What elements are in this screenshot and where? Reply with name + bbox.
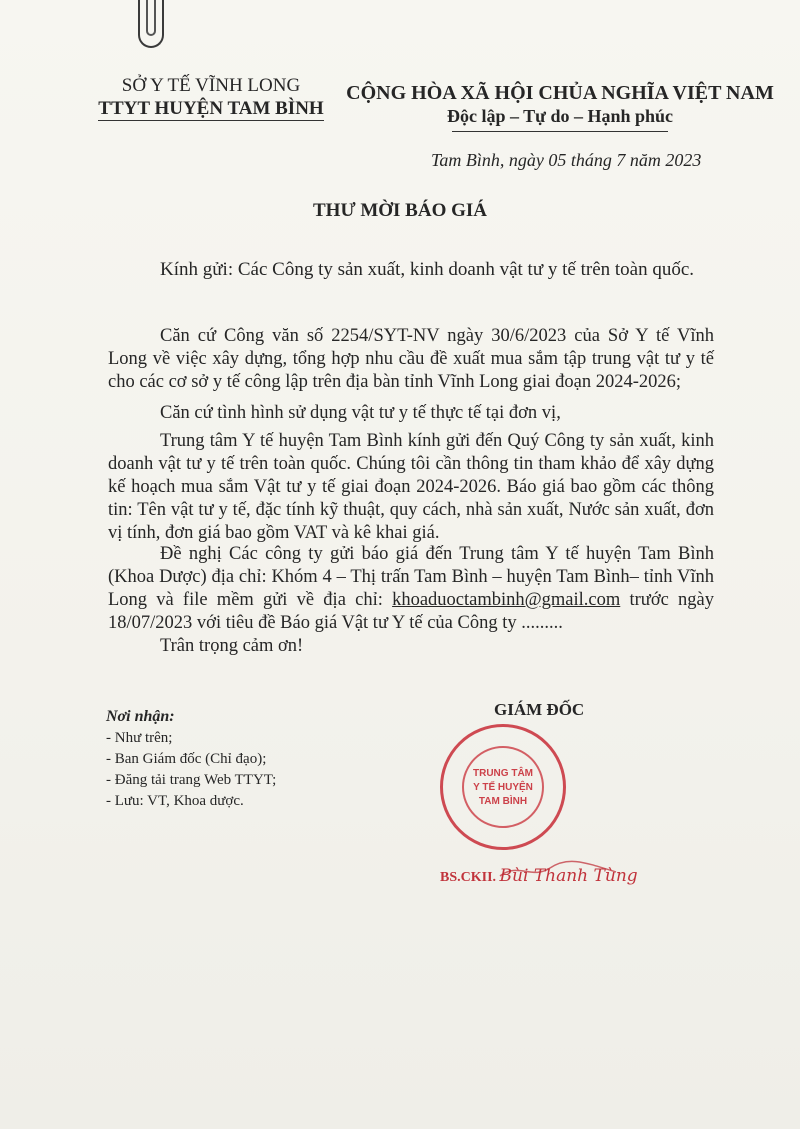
signer-name [440, 866, 638, 886]
recipients-title: Nơi nhận: [106, 708, 175, 725]
paragraph-thanks: Trân trọng cảm ơn! [160, 636, 304, 656]
agency-name: SỞ Y TẾ VĨNH LONG [121, 75, 301, 96]
document-title: THƯ MỜI BÁO GIÁ [313, 200, 487, 221]
email-link[interactable]: khoaduoctambinh@gmail.com [392, 590, 621, 610]
recipient-item: - Lưu: VT, Khoa dược. [106, 793, 244, 809]
motto-underline [452, 131, 668, 132]
stamp-text-line: TRUNG TÂM [473, 768, 533, 779]
document-date: Tam Bình, ngày 05 tháng 7 năm 2023 [431, 150, 702, 170]
stamp-text-line: TAM BÌNH [478, 796, 528, 807]
national-motto: Độc lập – Tự do – Hạnh phúc [446, 106, 674, 126]
unit-name-text: TTYT HUYỆN TAM BÌNH [98, 98, 324, 119]
paragraph-submission [108, 543, 714, 635]
recipient-item: - Như trên; [106, 730, 173, 746]
signer-role: GIÁM ĐỐC [494, 700, 585, 719]
paragraph-legal-basis: Căn cứ Công văn số 2254/SYT-NV ngày 30/6/2023 của Sở Y tế Vĩnh Long về việc xây dựng, tổng hợp nhu cầu đề xuất mua sắm tập trung vật tư y tế cho các cơ sở y tế công lập trên địa bàn tỉnh Vĩnh Long giai đoạn 2024-2026; [108, 326, 714, 392]
paper-clip-inner-icon [146, 0, 156, 36]
recipient-item: - Ban Giám đốc (Chỉ đạo); [106, 751, 267, 767]
signer-handwritten-name: Bùi Thanh Tùng [499, 866, 638, 886]
paragraph-request: Trung tâm Y tế huyện Tam Bình kính gửi đến Quý Công ty sản xuất, kinh doanh vật tư y tế trên toàn quốc. Chúng tôi cần thông tin tham khảo để xây dựng kế hoạch mua sắm Vật tư y tế giai đoạn 2024-2026. Báo giá bao gồm các thông tin: Tên vật tư y tế, đặc tính kỹ thuật, quy cách, nhà sản xuất, Nước sản xuất, đơn vị tính, đơn giá bao gồm VAT và kê khai giá. [108, 431, 714, 543]
recipient-item: - Đăng tải trang Web TTYT; [106, 772, 277, 788]
national-title: CỘNG HÒA XÃ HỘI CHỦA NGHĨA VIỆT NAM [346, 82, 774, 104]
stamp-text-line: Y TẾ HUYỆN [473, 782, 533, 793]
greeting-line: Kính gửi: Các Công ty sản xuất, kinh doanh vật tư y tế trên toàn quốc. [160, 259, 695, 280]
paragraph-usage-basis: Căn cứ tình hình sử dụng vật tư y tế thực tế tại đơn vị, [160, 403, 561, 423]
signer-prefix: BS.CKII. [440, 870, 497, 885]
submission-text-after: trước ngày 18/07/2023 với tiêu đề Báo giá Vật tư Y tế của Công ty ......... [108, 590, 714, 633]
submission-text-before: Đề nghị Các công ty gửi báo giá đến Trung tâm Y tế huyện Tam Bình (Khoa Dược) địa chỉ: Khóm 4 – Thị trấn Tam Bình – huyện Tam Bình– tỉnh Vĩnh Long và file mềm gửi về địa chỉ: [108, 544, 714, 610]
unit-name [96, 98, 326, 120]
